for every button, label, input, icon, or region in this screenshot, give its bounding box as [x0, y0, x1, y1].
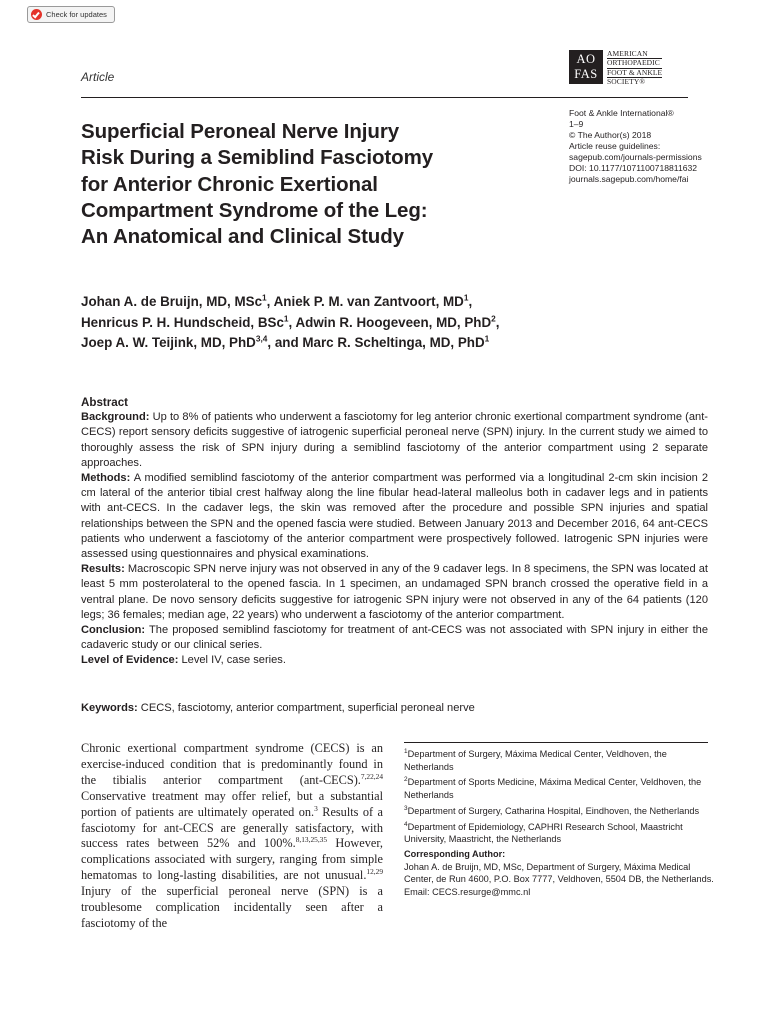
body-text-segment: However, complications associated with surgery, ranging from simple hematomas to long-lasting disabilities, are not unusual.	[81, 836, 383, 883]
author-name: Henricus P. H. Hundscheid, BSc	[81, 314, 284, 330]
citation-ref[interactable]: 3	[314, 803, 318, 813]
journal-copyright: © The Author(s) 2018	[569, 130, 652, 140]
body-paragraph	[81, 741, 383, 932]
journal-pages: 1–9	[569, 119, 584, 129]
author-affiliation-ref: 2	[491, 313, 496, 324]
affiliation-number: 4	[404, 820, 408, 828]
author-separator: ,	[288, 314, 296, 330]
level-text: Level IV, case series.	[178, 654, 286, 667]
keywords	[81, 702, 475, 714]
results-label: Results:	[81, 563, 125, 576]
affiliation-item	[404, 805, 714, 818]
affiliation-item	[404, 748, 714, 773]
check-updates-icon	[31, 9, 42, 20]
citation-ref[interactable]: 8,13,25,35	[295, 835, 328, 845]
citation-ref[interactable]: 12,29	[366, 867, 383, 877]
author-separator: ,	[495, 314, 500, 330]
aofas-logo	[569, 50, 662, 86]
keywords-label: Keywords:	[81, 702, 138, 714]
title-line: Superficial Peroneal Nerve Injury	[81, 120, 399, 143]
logo-mark-line2: FAS	[574, 67, 598, 81]
affiliation-number: 1	[404, 747, 408, 755]
body-text-segment: Chronic exertional compartment syndrome (CECS) is an exercise-induced condition that is predominantly found in the tibialis anterior compartment (ant-CECS).	[81, 741, 383, 787]
author-line	[81, 313, 500, 334]
corresponding-author-address: Johan A. de Bruijn, MD, MSc, Department of Surgery, Máxima Medical Center, de Run 4600, P.O. Box 7777, Veldhoven, 5504 DB, the Netherlands.	[404, 861, 714, 885]
header-divider	[81, 97, 688, 98]
conclusion-label: Conclusion:	[81, 624, 146, 637]
background-label: Background:	[81, 411, 150, 424]
affiliations-divider	[404, 742, 708, 743]
logo-text-line: AMERICAN	[607, 50, 662, 59]
author-affiliation-ref: 1	[262, 292, 267, 303]
body-text-segment: Conservative treatment may offer relief, but a substantial portion of patients are ultimately operated on.	[81, 788, 383, 819]
article-title	[81, 119, 481, 250]
author-separator: ,	[468, 294, 473, 309]
journal-info	[569, 108, 702, 185]
journal-name: Foot & Ankle International®	[569, 108, 674, 118]
body-text-segment: Injury of the superficial peroneal nerve (SPN) is a troublesome complication incidentally seen after a fasciotomy of the	[81, 884, 383, 930]
reuse-guidelines-link[interactable]: sagepub.com/journals-permissions	[569, 152, 702, 162]
abstract-results	[81, 562, 708, 623]
keywords-text: CECS, fasciotomy, anterior compartment, superficial peroneal nerve	[137, 702, 475, 714]
logo-text-line: SOCIETY®	[607, 76, 646, 86]
abstract-methods	[81, 471, 708, 562]
aofas-logo-text	[607, 50, 662, 86]
doi-link[interactable]: DOI: 10.1177/1071100718811632	[569, 163, 698, 173]
title-line: Risk During a Semiblind Fasciotomy	[81, 146, 434, 170]
abstract	[81, 395, 708, 669]
title-line: for Anterior Chronic Exertional	[81, 172, 378, 196]
logo-mark-line1: AO	[576, 52, 596, 66]
author-separator: ,	[266, 294, 274, 309]
check-for-updates-button[interactable]	[27, 6, 115, 23]
title-line: An Anatomical and Clinical Study	[81, 225, 404, 249]
author-name: Johan A. de Bruijn, MD, MSc	[81, 294, 263, 309]
affiliation-text: Department of Surgery, Catharina Hospital, Eindhoven, the Netherlands	[407, 805, 700, 816]
methods-label: Methods:	[81, 472, 131, 485]
author-name: Marc R. Scheltinga, MD, PhD	[302, 335, 485, 350]
author-affiliation-ref: 3,4	[255, 333, 268, 344]
author-name: Joep A. W. Teijink, MD, PhD	[81, 335, 256, 350]
title-line: Compartment Syndrome of the Leg:	[81, 198, 428, 222]
corresponding-author-email[interactable]: Email: CECS.resurge@mmc.nl	[404, 887, 531, 898]
author-affiliation-ref: 1	[463, 292, 469, 303]
corresponding-author-heading: Corresponding Author:	[404, 849, 506, 859]
level-label: Level of Evidence:	[81, 654, 179, 667]
affiliation-text: Department of Surgery, Máxima Medical Center, Veldhoven, the Netherlands	[404, 749, 667, 772]
author-name: Adwin R. Hoogeveen, MD, PhD	[295, 314, 492, 330]
background-text: Up to 8% of patients who underwent a fasciotomy for leg anterior chronic exertional compartment syndrome (ant-CECS) report sensory deficits suggestive of iatrogenic superficial peroneal nerve (SPN) injury. In the current study we aimed to thoroughly assess the risk of SPN injury during a semiblind fasciotomy of the anterior compartment using 2 separate approaches.	[81, 411, 708, 469]
aofas-logo-mark	[569, 50, 603, 84]
body-text-segment: Results of a fasciotomy for ant-CECS are generally satisfactory, with success rates between 52% and 100%.	[81, 804, 383, 851]
affiliation-item	[404, 821, 714, 846]
corresponding-author	[404, 848, 714, 899]
author-line	[81, 333, 500, 354]
abstract-conclusion	[81, 623, 708, 653]
reuse-guidelines-label: Article reuse guidelines:	[569, 141, 661, 151]
affiliations	[404, 748, 714, 849]
affiliation-item	[404, 776, 714, 801]
affiliation-number: 2	[404, 776, 408, 784]
logo-text-line: ORTHOPAEDIC	[607, 59, 662, 68]
conclusion-text: The proposed semiblind fasciotomy for treatment of ant-CECS was not associated with SPN injury in either the cadaveric study or our clinical series.	[81, 624, 708, 652]
results-text: Macroscopic SPN nerve injury was not observed in any of the 9 cadaver legs. In 8 specimens, the SPN was located at least 5 mm posterolateral to the opened fascia. In 1 specimen, an undamaged SPN branch crossed the operative field in a ventral plane. De novo sensory deficits suggestive for iatrogenic SPN injury were not observed in any of the 64 patients (120 legs; 36 females; median age, 22 years) who underwent a fasciotomy of the anterior compartment.	[81, 563, 708, 621]
article-type-label: Article	[81, 70, 115, 84]
journal-home-link[interactable]: journals.sagepub.com/home/fai	[569, 174, 689, 184]
affiliation-text: Department of Sports Medicine, Máxima Medical Center, Veldhoven, the Netherlands	[404, 777, 702, 801]
author-affiliation-ref: 1	[283, 313, 289, 324]
author-separator: , and	[267, 335, 303, 350]
author-affiliation-ref: 1	[484, 333, 490, 344]
abstract-level	[81, 653, 708, 668]
author-line	[81, 292, 500, 313]
citation-ref[interactable]: 7,22,24	[360, 771, 383, 781]
affiliation-number: 3	[404, 804, 408, 812]
affiliation-text: Department of Epidemiology, CAPHRI Research School, Maastricht University, Maastricht, the Netherlands	[404, 821, 683, 845]
author-name: Aniek P. M. van Zantvoort, MD	[273, 294, 464, 309]
abstract-heading: Abstract	[81, 396, 129, 409]
author-list	[81, 292, 500, 354]
methods-text: A modified semiblind fasciotomy of the anterior compartment was performed via a longitudinal 2-cm skin incision 2 cm lateral of the anterior tibial crest halfway along the line fibular head-lateral malleolus both in cadaver legs and in patients with ant-CECS. In the cadaver legs, the skin was removed after the procedure and possible SPN injuries and spatial relationships between the SPN and the opened fascia were studied. Between January 2013 and December 2016, 64 ant-CECS patients who underwent a fasciotomy of the anterior compartment were prospectively followed. Iatrogenic SPN injuries were assessed using questionnaires and physical examinations.	[81, 472, 708, 561]
abstract-background	[81, 410, 708, 471]
logo-text-line: FOOT & ANKLE	[607, 67, 663, 77]
check-updates-label: Check for updates	[46, 10, 107, 19]
